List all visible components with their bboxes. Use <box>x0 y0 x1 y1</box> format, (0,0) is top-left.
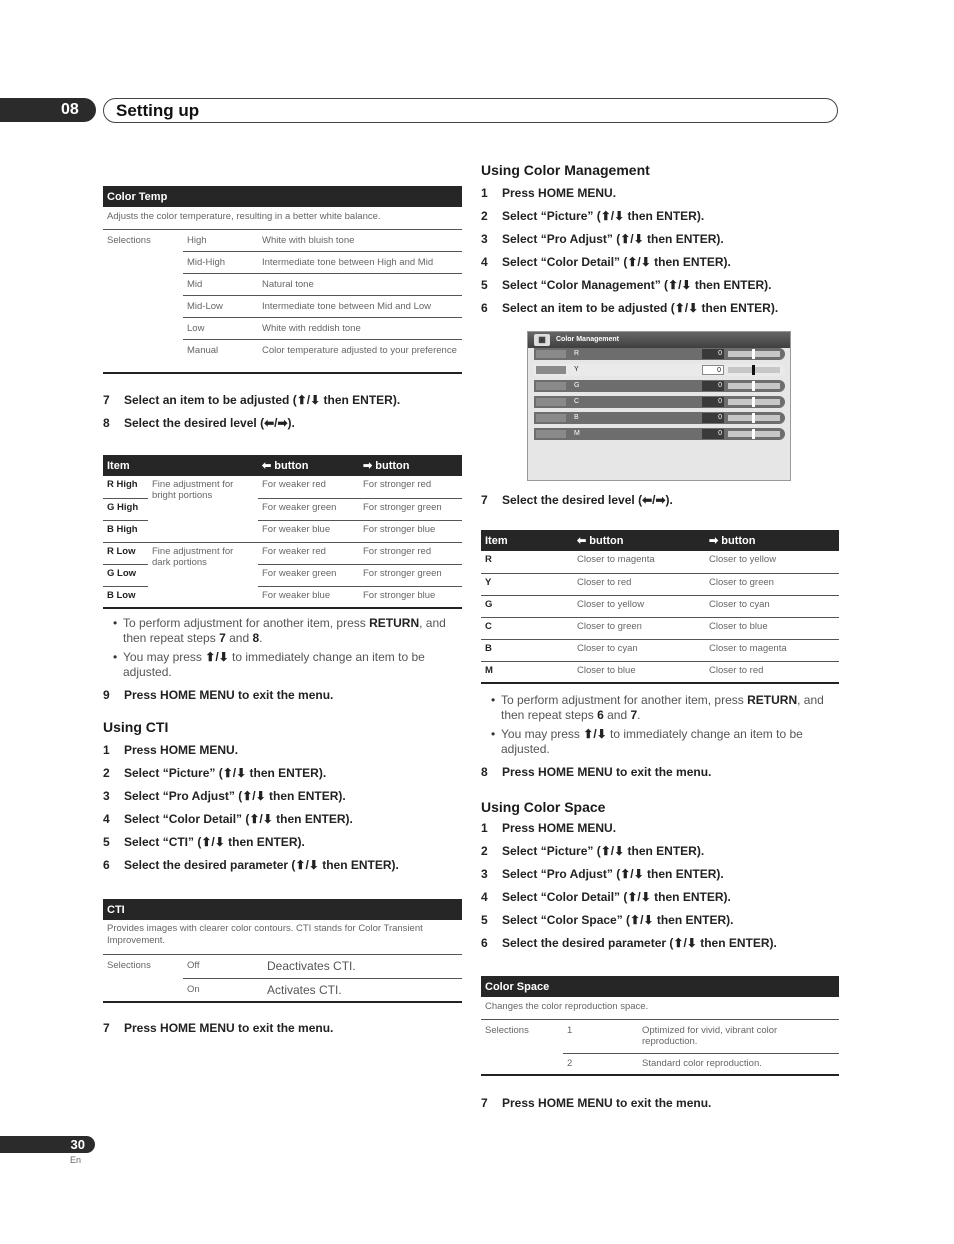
option-desc: Color temperature adjusted to your preference <box>258 339 462 373</box>
item-name: B <box>481 639 573 661</box>
step: 5 Select “Color Space” (⬆/⬇ then ENTER). <box>481 913 734 927</box>
option-name: 1 <box>563 1019 638 1053</box>
cs-desc: Changes the color reproduction space. <box>481 997 839 1019</box>
step: 5 Select “Color Management” (⬆/⬇ then ENTER). <box>481 278 772 292</box>
up-down-arrow-icon: ⬆/⬇ <box>583 727 607 741</box>
step: 8 Select the desired level (⬅/➡). <box>103 416 295 430</box>
step: 7 Press HOME MENU to exit the menu. <box>481 1096 712 1110</box>
option-name: 2 <box>563 1053 638 1075</box>
slider-knob[interactable] <box>752 397 755 407</box>
step: 7 Select the desired level (⬅/➡). <box>481 493 673 507</box>
color-space-table <box>481 976 839 1076</box>
left-effect: For weaker red <box>258 476 359 498</box>
option-desc: Standard color reproduction. <box>638 1053 839 1075</box>
col-item: Item <box>103 455 148 476</box>
cm-row-b[interactable]: B 0 <box>534 412 785 424</box>
cm-section-title: Using Color Management <box>481 162 650 178</box>
left-effect: Closer to yellow <box>573 595 705 617</box>
step: 9 Press HOME MENU to exit the menu. <box>103 688 334 702</box>
left-column <box>103 186 462 1040</box>
option-desc: Intermediate tone between High and Mid <box>258 251 462 273</box>
page-number: 30 <box>0 1136 95 1153</box>
selections-label: Selections <box>103 229 183 373</box>
step: 1 Press HOME MENU. <box>481 186 617 200</box>
right-effect: Closer to green <box>705 573 839 595</box>
cti-steps <box>103 739 462 877</box>
cm-notes <box>493 693 839 757</box>
color-temp-title: Color Temp <box>103 186 462 207</box>
item-name: B Low <box>103 586 148 608</box>
cm-steps <box>481 182 839 320</box>
up-down-arrow-icon: ⬆/⬇ <box>620 867 644 881</box>
left-effect: Closer to magenta <box>573 551 705 573</box>
step: 2 Select “Picture” (⬆/⬇ then ENTER). <box>103 766 327 780</box>
option-name: Mid <box>183 273 258 295</box>
right-effect: Closer to red <box>705 661 839 683</box>
step: 4 Select “Color Detail” (⬆/⬇ then ENTER). <box>103 812 353 826</box>
step: 1 Press HOME MENU. <box>481 821 617 835</box>
cs-steps <box>481 817 839 955</box>
slider-knob[interactable] <box>752 381 755 391</box>
option-desc: White with reddish tone <box>258 317 462 339</box>
right-effect: Closer to cyan <box>705 595 839 617</box>
step: 6 Select an item to be adjusted (⬆/⬇ then ENTER). <box>481 301 779 315</box>
slider-knob[interactable] <box>752 429 755 439</box>
item-name: B High <box>103 520 148 542</box>
slider[interactable] <box>728 383 780 389</box>
item-name: R Low <box>103 542 148 564</box>
up-down-arrow-icon: ⬆/⬇ <box>249 812 273 826</box>
left-effect: Closer to green <box>573 617 705 639</box>
note: • You may press ⬆/⬇ to immediately change an item to be adjusted. <box>115 650 462 680</box>
selections-label: Selections <box>481 1019 563 1075</box>
slider[interactable] <box>728 431 780 437</box>
item-name: Y <box>481 573 573 595</box>
up-down-arrow-icon: ⬆/⬇ <box>627 890 651 904</box>
left-steps-a <box>103 389 462 435</box>
step: 6 Select the desired parameter (⬆/⬇ then ENTER). <box>103 858 399 872</box>
option-desc: White with bluish tone <box>258 229 462 251</box>
up-down-arrow-icon: ⬆/⬇ <box>201 835 225 849</box>
cm-row-c[interactable]: C 0 <box>534 396 785 408</box>
step: 3 Select “Pro Adjust” (⬆/⬇ then ENTER). <box>481 867 724 881</box>
right-effect: Closer to magenta <box>705 639 839 661</box>
col-left-button: ⬅ button <box>573 530 705 551</box>
selections-label: Selections <box>103 954 183 1002</box>
step: 7 Select an item to be adjusted (⬆/⬇ then ENTER). <box>103 393 401 407</box>
right-effect: For stronger blue <box>359 586 462 608</box>
item-name: M <box>481 661 573 683</box>
item-name: R High <box>103 476 148 498</box>
step: 2 Select “Picture” (⬆/⬇ then ENTER). <box>481 844 705 858</box>
right-effect: For stronger green <box>359 498 462 520</box>
option-name: Off <box>183 954 263 978</box>
cti-table <box>103 899 462 1003</box>
option-desc: Natural tone <box>258 273 462 295</box>
slider-knob[interactable] <box>752 349 755 359</box>
up-down-arrow-icon: ⬆/⬇ <box>600 209 625 223</box>
cti-table-title: CTI <box>103 899 462 920</box>
swatch <box>536 382 566 390</box>
menu-icon: ▦ <box>534 334 550 346</box>
swatch <box>536 414 566 422</box>
group-desc: Fine adjustment for dark portions <box>148 542 258 608</box>
left-effect: For weaker red <box>258 542 359 564</box>
col-item: Item <box>481 530 573 551</box>
cm-row-m[interactable]: M 0 <box>534 428 785 440</box>
up-down-arrow-icon: ⬆/⬇ <box>205 650 229 664</box>
left-effect: Closer to blue <box>573 661 705 683</box>
up-down-arrow-icon: ⬆/⬇ <box>668 278 692 292</box>
step: 6 Select the desired parameter (⬆/⬇ then ENTER). <box>481 936 777 950</box>
col-right-button: ➡ button <box>705 530 839 551</box>
option-name: Mid-High <box>183 251 258 273</box>
left-effect: For weaker green <box>258 564 359 586</box>
option-name: Low <box>183 317 258 339</box>
page-language: En <box>70 1155 82 1165</box>
option-desc: Intermediate tone between Mid and Low <box>258 295 462 317</box>
option-desc: Activates CTI. <box>263 978 462 1002</box>
step: 4 Select “Color Detail” (⬆/⬇ then ENTER). <box>481 255 731 269</box>
up-down-arrow-icon: ⬆/⬇ <box>630 913 654 927</box>
left-notes <box>115 616 462 680</box>
left-effect: For weaker green <box>258 498 359 520</box>
right-column <box>481 162 839 1115</box>
chapter-number: 08 <box>0 98 96 122</box>
left-effect: For weaker blue <box>258 520 359 542</box>
option-name: Manual <box>183 339 258 373</box>
group-desc: Fine adjustment for bright portions <box>148 476 258 542</box>
item-name: G Low <box>103 564 148 586</box>
level-table <box>103 455 462 609</box>
note: • To perform adjustment for another item, press RETURN, and then repeat steps 7 and 8. <box>115 616 462 646</box>
swatch <box>536 366 566 374</box>
color-temp-table <box>103 186 462 374</box>
option-name: Mid-Low <box>183 295 258 317</box>
cti-desc: Provides images with clearer color contours. CTI stands for Color Transient Improvement. <box>103 920 462 954</box>
option-desc: Optimized for vivid, vibrant color reproduction. <box>638 1019 839 1053</box>
up-down-arrow-icon: ⬆/⬇ <box>600 844 625 858</box>
step: 3 Select “Pro Adjust” (⬆/⬇ then ENTER). <box>481 232 724 246</box>
left-effect: Closer to red <box>573 573 705 595</box>
step: 1 Press HOME MENU. <box>103 743 239 757</box>
right-effect: Closer to blue <box>705 617 839 639</box>
col-right-button: ➡ button <box>359 455 462 476</box>
cm-table <box>481 530 839 684</box>
slider-knob[interactable] <box>752 413 755 423</box>
up-down-arrow-icon: ⬆/⬇ <box>296 393 321 407</box>
cm-row-y[interactable]: Y 0 <box>534 364 785 376</box>
item-name: G High <box>103 498 148 520</box>
screen-title-bar: ▦ Color Management <box>528 332 790 348</box>
right-effect: For stronger blue <box>359 520 462 542</box>
cm-row-g[interactable]: G 0 <box>534 380 785 392</box>
right-effect: For stronger red <box>359 476 462 498</box>
option-name: High <box>183 229 258 251</box>
step: 8 Press HOME MENU to exit the menu. <box>481 765 712 779</box>
option-name: On <box>183 978 263 1002</box>
item-name: R <box>481 551 573 573</box>
left-right-arrow-icon: ⬅/➡ <box>264 416 288 430</box>
option-desc: Deactivates CTI. <box>263 954 462 978</box>
left-step-9 <box>103 684 462 707</box>
step: 3 Select “Pro Adjust” (⬆/⬇ then ENTER). <box>103 789 346 803</box>
up-down-arrow-icon: ⬆/⬇ <box>222 766 247 780</box>
col-left-button: ⬅ button <box>258 455 359 476</box>
swatch <box>536 430 566 438</box>
item-name: C <box>481 617 573 639</box>
up-down-arrow-icon: ⬆/⬇ <box>242 789 266 803</box>
step: 5 Select “CTI” (⬆/⬇ then ENTER). <box>103 835 305 849</box>
cm-step-8 <box>481 761 839 784</box>
color-management-screen <box>527 331 791 481</box>
cti-step-7 <box>103 1017 462 1040</box>
up-down-arrow-icon: ⬆/⬇ <box>673 936 697 950</box>
right-effect: For stronger red <box>359 542 462 564</box>
slider-knob[interactable] <box>752 365 755 375</box>
up-down-arrow-icon: ⬆/⬇ <box>295 858 319 872</box>
step: 4 Select “Color Detail” (⬆/⬇ then ENTER). <box>481 890 731 904</box>
cs-step-7 <box>481 1092 839 1115</box>
slider[interactable] <box>728 399 780 405</box>
cs-table-title: Color Space <box>481 976 839 997</box>
slider[interactable] <box>728 415 780 421</box>
note: • To perform adjustment for another item, press RETURN, and then repeat steps 6 and 7. <box>493 693 839 723</box>
cm-step-7 <box>481 489 839 512</box>
right-effect: Closer to yellow <box>705 551 839 573</box>
swatch <box>536 350 566 358</box>
left-effect: Closer to cyan <box>573 639 705 661</box>
left-effect: For weaker blue <box>258 586 359 608</box>
color-temp-desc: Adjusts the color temperature, resulting in a better white balance. <box>103 207 462 229</box>
cti-section-title: Using CTI <box>103 719 169 735</box>
up-down-arrow-icon: ⬆/⬇ <box>674 301 699 315</box>
cm-row-r[interactable]: R 0 <box>534 348 785 360</box>
up-down-arrow-icon: ⬆/⬇ <box>627 255 651 269</box>
note: • You may press ⬆/⬇ to immediately change an item to be adjusted. <box>493 727 839 757</box>
slider[interactable] <box>728 367 780 373</box>
left-right-arrow-icon: ⬅/➡ <box>642 493 666 507</box>
swatch <box>536 398 566 406</box>
right-effect: For stronger green <box>359 564 462 586</box>
item-name: G <box>481 595 573 617</box>
cs-section-title: Using Color Space <box>481 799 606 815</box>
up-down-arrow-icon: ⬆/⬇ <box>620 232 644 246</box>
step: 2 Select “Picture” (⬆/⬇ then ENTER). <box>481 209 705 223</box>
chapter-title: Setting up <box>103 98 838 123</box>
step: 7 Press HOME MENU to exit the menu. <box>103 1021 334 1035</box>
slider[interactable] <box>728 351 780 357</box>
